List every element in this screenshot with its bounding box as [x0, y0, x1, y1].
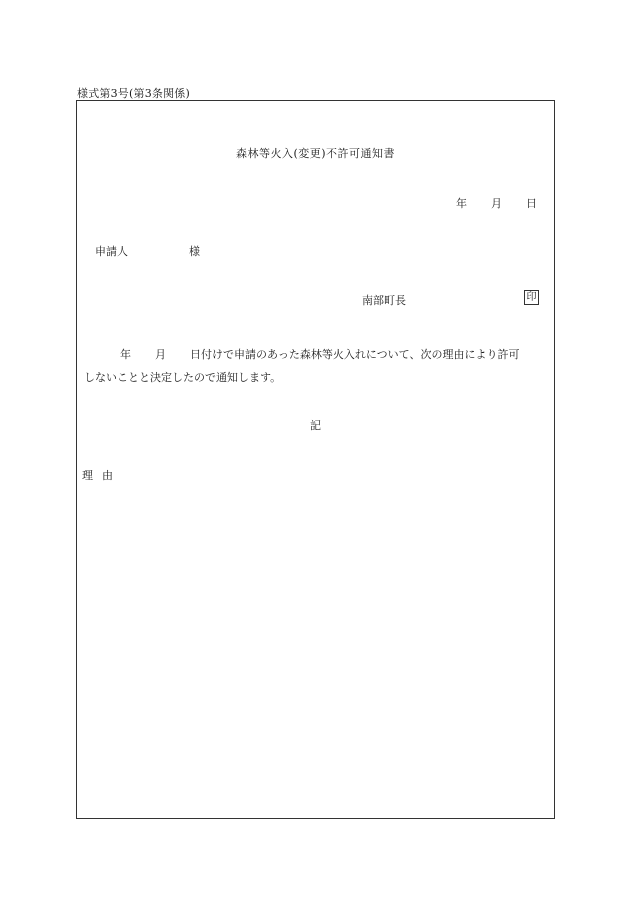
date-year-label: 年 — [456, 197, 467, 210]
applicant-label: 申請人 — [95, 245, 128, 258]
body-line-1-text: 日付けで申請のあった森林等火入れについて、次の理由により許可 — [190, 348, 520, 361]
notice-body-line-2: しないことと決定したので通知します。 — [84, 371, 282, 384]
seal-mark: 印 — [524, 290, 539, 305]
reason-label: 理由 — [82, 469, 122, 482]
applicant-honorific: 様 — [189, 245, 200, 258]
notice-body-line-1 — [84, 343, 550, 366]
document-title: 森林等火入(変更)不許可通知書 — [235, 147, 396, 160]
date-month-label: 月 — [491, 197, 502, 210]
notice-body — [84, 343, 550, 389]
document-frame — [76, 100, 555, 819]
body-month-label: 月 — [155, 348, 166, 361]
issuer-name: 南部町長 — [362, 294, 406, 307]
date-day-label: 日 — [526, 197, 537, 210]
body-year-label: 年 — [120, 348, 131, 361]
form-number: 様式第3号(第3条関係) — [77, 87, 190, 100]
ki-heading: 記 — [310, 419, 321, 432]
